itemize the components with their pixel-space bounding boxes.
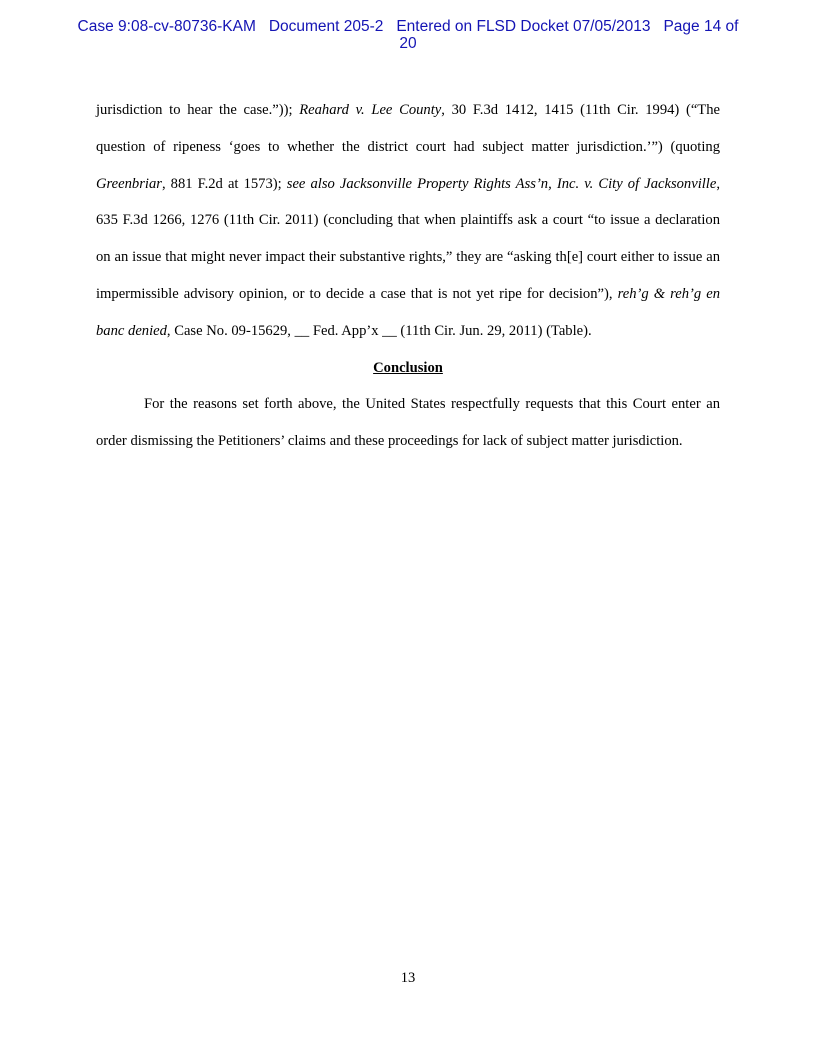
header-total-pages: 20 xyxy=(399,35,417,52)
text-run: , 30 F.3d 1412, 1415 (11th Cir. 1994) (“The question of ripeness ‘goes to whether the district court had subject matter jurisdiction.’”) (quoting xyxy=(96,102,720,155)
case-name-reahard: Reahard v. Lee County xyxy=(299,102,442,118)
text-run: , 881 F.2d at 1573); xyxy=(161,175,287,192)
case-name-greenbriar: Greenbriar xyxy=(96,175,162,192)
conclusion-paragraph: For the reasons set forth above, the United States respectfully requests that this Court enter an order dismissing the Petitioners’ claims and these proceedings for lack of subject matter jurisdiction. xyxy=(96,396,720,450)
header-page-of: Page 14 of xyxy=(663,18,739,35)
page-number: 13 xyxy=(400,970,416,986)
section-heading-conclusion: Conclusion xyxy=(373,359,443,376)
docket-header xyxy=(40,18,776,52)
case-name-jacksonville: see also Jacksonville Property Rights Ass’n, Inc. v. City of Jacksonville xyxy=(286,175,717,192)
document-body xyxy=(96,92,720,460)
rehearing-denied-phrase: reh’g & reh’g en banc denied xyxy=(96,285,720,339)
text-run: , 635 F.3d 1266, 1276 (11th Cir. 2011) (concluding that when plaintiffs ask a court “to issue a declaration on an issue that might never impact their substantive rights,” they are “asking th[e] court either to issue an impermissible advisory opinion, or to decide a case that is not yet ripe for decision”), xyxy=(96,175,720,302)
paragraph-citations xyxy=(96,92,720,350)
text-run: jurisdiction to hear the case.”)); xyxy=(96,102,300,118)
header-document-number: Document 205-2 xyxy=(268,18,384,35)
text-run: , Case No. 09-15629, __ Fed. App’x __ (11th Cir. Jun. 29, 2011) (Table). xyxy=(166,322,592,339)
header-case-number: Case 9:08-cv-80736-KAM xyxy=(77,18,256,35)
header-entered-date: Entered on FLSD Docket 07/05/2013 xyxy=(396,18,651,35)
